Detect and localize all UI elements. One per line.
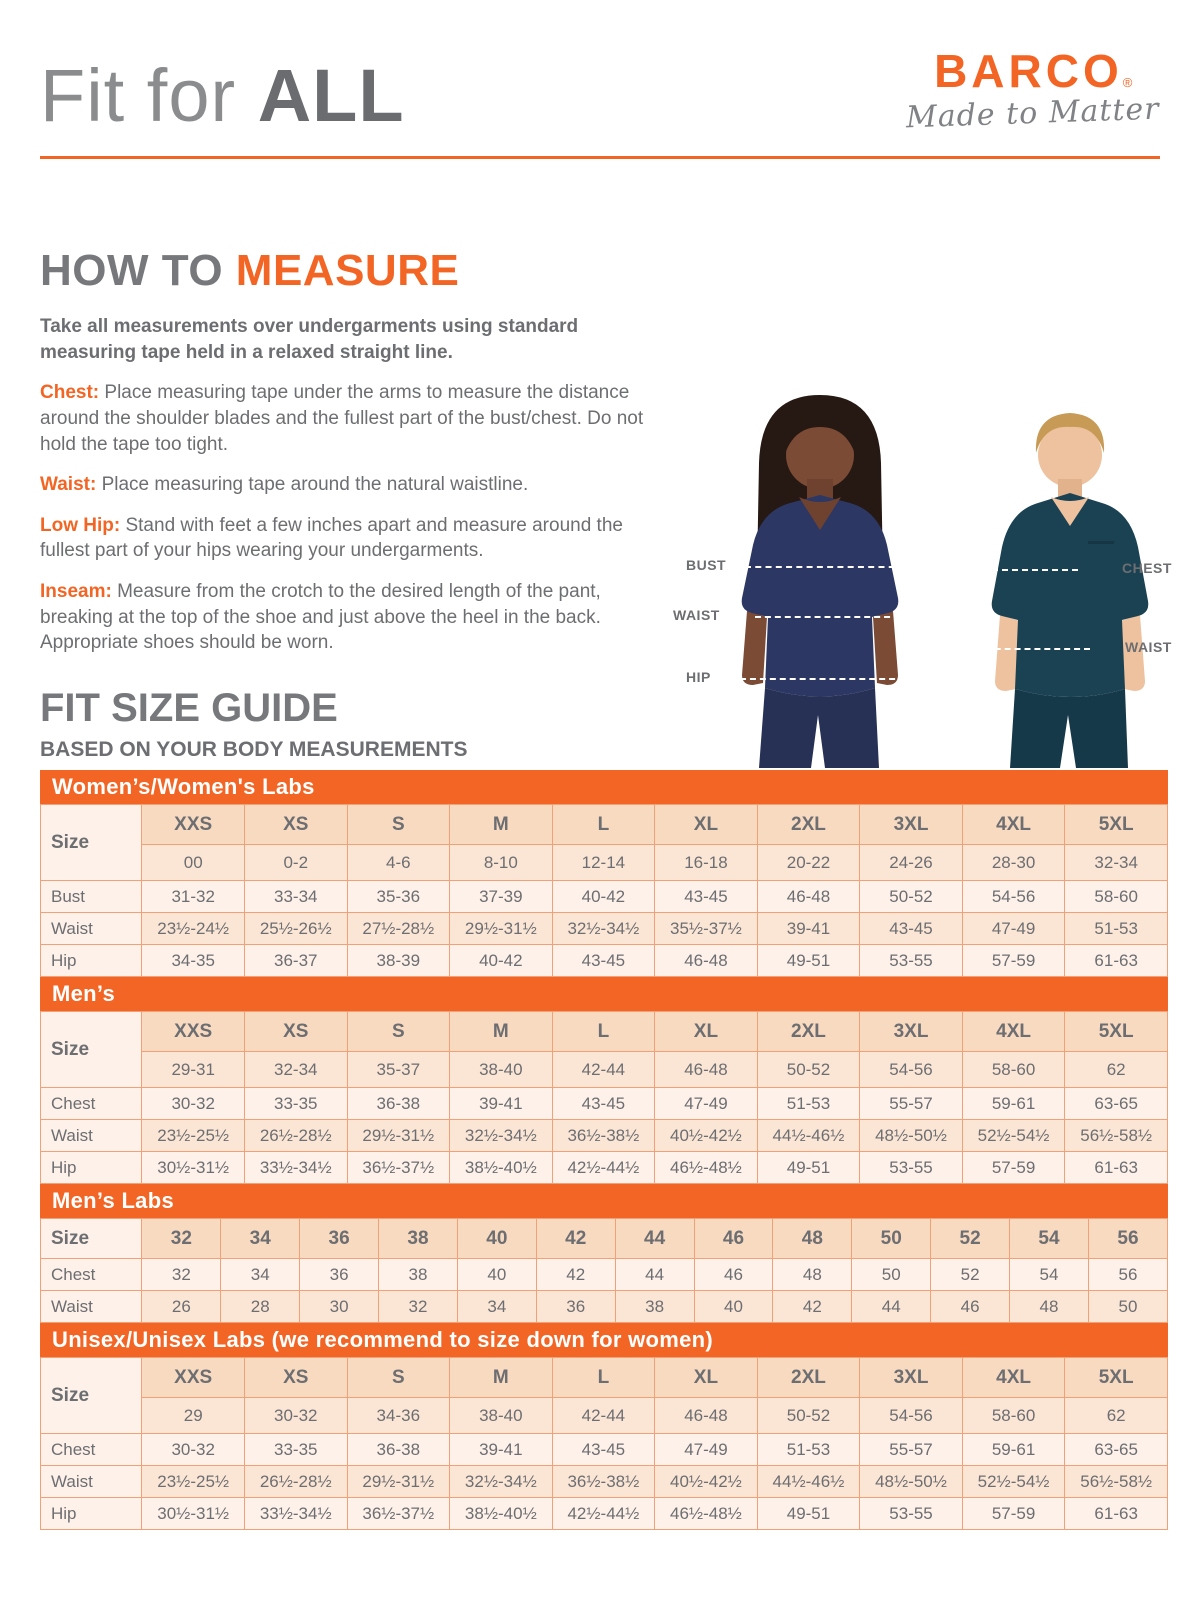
measure-item-chest bbox=[40, 380, 645, 457]
chest-measure-line bbox=[962, 569, 1078, 571]
measure-intro-text: Take all measurements over undergarments using standard measuring tape held in a relaxed straight line. bbox=[40, 316, 579, 363]
heading-orange-part: MEASURE bbox=[235, 246, 460, 295]
waist-label: Waist: bbox=[40, 474, 97, 496]
table-cell: 40-42 bbox=[450, 945, 553, 977]
size-range-row bbox=[41, 845, 1168, 881]
range-cell: 46-48 bbox=[655, 1398, 758, 1434]
table-row bbox=[41, 881, 1168, 913]
table-row bbox=[41, 1498, 1168, 1530]
table-cell: 43-45 bbox=[552, 1434, 655, 1466]
table-cell: 32½-34½ bbox=[450, 1466, 553, 1498]
range-cell: 38-40 bbox=[450, 1052, 553, 1088]
table-cell: 56½-58½ bbox=[1065, 1466, 1168, 1498]
table-cell: 61-63 bbox=[1065, 1152, 1168, 1184]
size-cell: 3XL bbox=[860, 1358, 963, 1398]
table-section-banner: Men’s bbox=[40, 977, 1168, 1011]
table-cell: 32½-34½ bbox=[552, 913, 655, 945]
table-cell: 63-65 bbox=[1065, 1434, 1168, 1466]
range-cell: 58-60 bbox=[962, 1052, 1065, 1088]
size-cell: 5XL bbox=[1065, 805, 1168, 845]
size-cell: 56 bbox=[1088, 1219, 1167, 1259]
table-cell: 58-60 bbox=[1065, 881, 1168, 913]
unisex-size-table bbox=[40, 1323, 1168, 1530]
size-cell: 40 bbox=[457, 1219, 536, 1259]
table-cell: 30½-31½ bbox=[142, 1498, 245, 1530]
table-cell: 29½-31½ bbox=[347, 1466, 450, 1498]
size-cell: 48 bbox=[773, 1219, 852, 1259]
size-cell: 2XL bbox=[757, 805, 860, 845]
inseam-label: Inseam: bbox=[40, 581, 112, 603]
size-cell: XL bbox=[655, 1358, 758, 1398]
table-cell: 56 bbox=[1088, 1259, 1167, 1291]
table-cell: 57-59 bbox=[962, 945, 1065, 977]
size-cell: M bbox=[450, 1012, 553, 1052]
table-row bbox=[41, 1259, 1168, 1291]
measure-item-inseam bbox=[40, 579, 645, 656]
size-cell: XL bbox=[655, 1012, 758, 1052]
fit-size-guide-heading: FIT SIZE GUIDE bbox=[40, 686, 338, 730]
size-tables bbox=[40, 770, 1168, 1530]
range-cell: 0-2 bbox=[244, 845, 347, 881]
brand-name bbox=[906, 45, 1160, 97]
table-cell: 43-45 bbox=[552, 1088, 655, 1120]
size-cell: XXS bbox=[142, 1358, 245, 1398]
range-cell: 20-22 bbox=[757, 845, 860, 881]
table-cell: 48½-50½ bbox=[860, 1120, 963, 1152]
inseam-text: Measure from the crotch to the desired length of the pant, breaking at the top of the shoe and just above the heel in the back. Appropriate shoes should be worn. bbox=[40, 581, 601, 654]
table-cell: 34-35 bbox=[142, 945, 245, 977]
table-cell: 49-51 bbox=[757, 1498, 860, 1530]
size-cell: 32 bbox=[142, 1219, 221, 1259]
table-body bbox=[41, 805, 1168, 977]
table-cell: 36-38 bbox=[347, 1088, 450, 1120]
table-row bbox=[41, 913, 1168, 945]
table-cell: 50 bbox=[1088, 1291, 1167, 1323]
range-cell: 32-34 bbox=[1065, 845, 1168, 881]
table-cell: 33½-34½ bbox=[244, 1498, 347, 1530]
table-cell: 36-37 bbox=[244, 945, 347, 977]
size-cell: XXS bbox=[142, 805, 245, 845]
heading-gray-part: HOW TO bbox=[40, 246, 236, 295]
table-cell: 61-63 bbox=[1065, 1498, 1168, 1530]
table-cell: 30 bbox=[300, 1291, 379, 1323]
table-section-banner: Unisex/Unisex Labs (we recommend to size down for women) bbox=[40, 1323, 1168, 1357]
table-cell: 47-49 bbox=[655, 1434, 758, 1466]
table-cell: 48 bbox=[1010, 1291, 1089, 1323]
table-cell: 46½-48½ bbox=[655, 1498, 758, 1530]
range-cell: 50-52 bbox=[757, 1052, 860, 1088]
table-cell: 40 bbox=[694, 1291, 773, 1323]
table-cell: 42½-44½ bbox=[552, 1498, 655, 1530]
size-cell: XS bbox=[244, 1012, 347, 1052]
row-label: Chest bbox=[41, 1088, 142, 1120]
brand-tagline: Made to Matter bbox=[905, 91, 1161, 136]
fit-size-guide-subheading: BASED ON YOUR BODY MEASUREMENTS bbox=[40, 738, 468, 761]
table-cell: 48½-50½ bbox=[860, 1466, 963, 1498]
low-hip-text: Stand with feet a few inches apart and measure around the fullest part of your hips wearing your undergarments. bbox=[40, 514, 623, 562]
table-cell: 34 bbox=[221, 1259, 300, 1291]
size-cell: 5XL bbox=[1065, 1012, 1168, 1052]
table-row bbox=[41, 1120, 1168, 1152]
table-cell: 53-55 bbox=[860, 1152, 963, 1184]
table-cell: 38½-40½ bbox=[450, 1498, 553, 1530]
table-row bbox=[41, 1434, 1168, 1466]
table-cell: 46½-48½ bbox=[655, 1152, 758, 1184]
size-cell: 44 bbox=[615, 1219, 694, 1259]
size-cell: 2XL bbox=[757, 1012, 860, 1052]
table-cell: 49-51 bbox=[757, 1152, 860, 1184]
table-cell: 33-34 bbox=[244, 881, 347, 913]
size-cell: XS bbox=[244, 805, 347, 845]
table-cell: 51-53 bbox=[1065, 913, 1168, 945]
table-cell: 44 bbox=[615, 1259, 694, 1291]
size-header-label: Size bbox=[41, 1219, 142, 1259]
table-cell: 47-49 bbox=[962, 913, 1065, 945]
bust-measure-line bbox=[745, 566, 905, 568]
range-cell: 34-36 bbox=[347, 1398, 450, 1434]
table-cell: 57-59 bbox=[962, 1152, 1065, 1184]
page-title-bold: ALL bbox=[257, 54, 405, 137]
row-label: Waist bbox=[41, 1120, 142, 1152]
table-body bbox=[41, 1219, 1168, 1323]
female-model-illustration bbox=[695, 383, 945, 768]
table-cell: 28 bbox=[221, 1291, 300, 1323]
table-cell: 32 bbox=[142, 1259, 221, 1291]
waist-text: Place measuring tape around the natural waistline. bbox=[96, 474, 529, 496]
brand-logo bbox=[905, 45, 1161, 136]
table-cell: 59-61 bbox=[962, 1088, 1065, 1120]
range-cell: 32-34 bbox=[244, 1052, 347, 1088]
page-title bbox=[40, 54, 405, 137]
table-cell: 36 bbox=[536, 1291, 615, 1323]
size-cell: XL bbox=[655, 805, 758, 845]
table-cell: 26 bbox=[142, 1291, 221, 1323]
bust-measure-label: BUST bbox=[686, 557, 727, 573]
size-range-row bbox=[41, 1398, 1168, 1434]
range-cell: 16-18 bbox=[655, 845, 758, 881]
size-cell: 42 bbox=[536, 1219, 615, 1259]
range-cell: 00 bbox=[142, 845, 245, 881]
size-cell: 3XL bbox=[860, 1012, 963, 1052]
measure-item-lowhip bbox=[40, 513, 645, 564]
range-cell: 42-44 bbox=[552, 1052, 655, 1088]
range-cell: 29-31 bbox=[142, 1052, 245, 1088]
size-cell: 54 bbox=[1010, 1219, 1089, 1259]
table-cell: 56½-58½ bbox=[1065, 1120, 1168, 1152]
size-table bbox=[40, 1011, 1168, 1184]
table-cell: 53-55 bbox=[860, 1498, 963, 1530]
mens-labs-size-table bbox=[40, 1184, 1168, 1323]
range-cell: 62 bbox=[1065, 1052, 1168, 1088]
table-cell: 61-63 bbox=[1065, 945, 1168, 977]
table-cell: 33-35 bbox=[244, 1434, 347, 1466]
table-cell: 50 bbox=[852, 1259, 931, 1291]
range-cell: 4-6 bbox=[347, 845, 450, 881]
size-cell: S bbox=[347, 1012, 450, 1052]
table-cell: 57-59 bbox=[962, 1498, 1065, 1530]
table-section-banner: Women’s/Women's Labs bbox=[40, 770, 1168, 804]
range-cell: 24-26 bbox=[860, 845, 963, 881]
size-cell: 2XL bbox=[757, 1358, 860, 1398]
brand-wordmark: BARCO bbox=[934, 45, 1123, 97]
table-cell: 43-45 bbox=[655, 881, 758, 913]
table-cell: 47-49 bbox=[655, 1088, 758, 1120]
range-cell: 42-44 bbox=[552, 1398, 655, 1434]
chest-text: Place measuring tape under the arms to measure the distance around the shoulder blades and the fullest part of the bust/chest. Do not hold the tape too tight. bbox=[40, 382, 644, 455]
table-cell: 30-32 bbox=[142, 1088, 245, 1120]
size-header-row bbox=[41, 1012, 1168, 1052]
row-label: Waist bbox=[41, 1466, 142, 1498]
table-cell: 44 bbox=[852, 1291, 931, 1323]
table-cell: 36-38 bbox=[347, 1434, 450, 1466]
table-cell: 52½-54½ bbox=[962, 1120, 1065, 1152]
table-cell: 33-35 bbox=[244, 1088, 347, 1120]
size-cell: 46 bbox=[694, 1219, 773, 1259]
size-header-row bbox=[41, 1358, 1168, 1398]
range-cell: 46-48 bbox=[655, 1052, 758, 1088]
table-cell: 29½-31½ bbox=[450, 913, 553, 945]
table-cell: 25½-26½ bbox=[244, 913, 347, 945]
how-to-measure-section bbox=[40, 246, 645, 656]
table-cell: 27½-28½ bbox=[347, 913, 450, 945]
size-cell: 4XL bbox=[962, 805, 1065, 845]
waist-left-measure-line bbox=[755, 616, 900, 618]
row-label: Hip bbox=[41, 945, 142, 977]
table-cell: 37-39 bbox=[450, 881, 553, 913]
table-cell: 36½-37½ bbox=[347, 1498, 450, 1530]
table-cell: 38 bbox=[615, 1291, 694, 1323]
table-cell: 54 bbox=[1010, 1259, 1089, 1291]
table-cell: 40 bbox=[457, 1259, 536, 1291]
table-cell: 63-65 bbox=[1065, 1088, 1168, 1120]
size-table bbox=[40, 1357, 1168, 1530]
size-cell: 50 bbox=[852, 1219, 931, 1259]
table-cell: 55-57 bbox=[860, 1088, 963, 1120]
size-cell: 4XL bbox=[962, 1012, 1065, 1052]
waist-left-measure-label: WAIST bbox=[673, 607, 720, 623]
size-header-row bbox=[41, 1219, 1168, 1259]
size-cell: S bbox=[347, 1358, 450, 1398]
size-cell: 4XL bbox=[962, 1358, 1065, 1398]
size-table bbox=[40, 1218, 1168, 1323]
table-cell: 26½-28½ bbox=[244, 1120, 347, 1152]
size-cell: L bbox=[552, 805, 655, 845]
range-cell: 62 bbox=[1065, 1398, 1168, 1434]
waist-right-measure-line bbox=[965, 648, 1090, 650]
table-cell: 50-52 bbox=[860, 881, 963, 913]
range-cell: 54-56 bbox=[860, 1052, 963, 1088]
table-cell: 36½-37½ bbox=[347, 1152, 450, 1184]
size-cell: L bbox=[552, 1358, 655, 1398]
how-to-measure-heading bbox=[40, 246, 645, 296]
size-cell: 34 bbox=[221, 1219, 300, 1259]
size-header-label: Size bbox=[41, 805, 142, 881]
size-header-label: Size bbox=[41, 1012, 142, 1088]
size-table bbox=[40, 804, 1168, 977]
table-cell: 36 bbox=[300, 1259, 379, 1291]
table-body bbox=[41, 1358, 1168, 1530]
chest-label: Chest: bbox=[40, 382, 100, 404]
hip-measure-line bbox=[740, 678, 915, 680]
range-cell: 50-52 bbox=[757, 1398, 860, 1434]
table-cell: 23½-25½ bbox=[142, 1466, 245, 1498]
table-cell: 35½-37½ bbox=[655, 913, 758, 945]
row-label: Waist bbox=[41, 913, 142, 945]
table-cell: 30½-31½ bbox=[142, 1152, 245, 1184]
table-row bbox=[41, 1466, 1168, 1498]
table-cell: 23½-24½ bbox=[142, 913, 245, 945]
range-cell: 38-40 bbox=[450, 1398, 553, 1434]
table-cell: 38 bbox=[379, 1259, 458, 1291]
mens-size-table bbox=[40, 977, 1168, 1184]
table-cell: 42 bbox=[773, 1291, 852, 1323]
table-cell: 32½-34½ bbox=[450, 1120, 553, 1152]
range-cell: 58-60 bbox=[962, 1398, 1065, 1434]
size-cell: M bbox=[450, 1358, 553, 1398]
table-cell: 33½-34½ bbox=[244, 1152, 347, 1184]
table-cell: 46 bbox=[694, 1259, 773, 1291]
waist-right-measure-label: WAIST bbox=[1125, 639, 1172, 655]
table-row bbox=[41, 1088, 1168, 1120]
table-body bbox=[41, 1012, 1168, 1184]
range-cell: 8-10 bbox=[450, 845, 553, 881]
table-cell: 39-41 bbox=[450, 1088, 553, 1120]
table-cell: 49-51 bbox=[757, 945, 860, 977]
table-cell: 46-48 bbox=[757, 881, 860, 913]
range-cell: 30-32 bbox=[244, 1398, 347, 1434]
table-cell: 29½-31½ bbox=[347, 1120, 450, 1152]
size-cell: 52 bbox=[931, 1219, 1010, 1259]
table-cell: 30-32 bbox=[142, 1434, 245, 1466]
table-cell: 40½-42½ bbox=[655, 1120, 758, 1152]
table-cell: 51-53 bbox=[757, 1434, 860, 1466]
header-divider bbox=[40, 156, 1160, 159]
table-cell: 44½-46½ bbox=[757, 1120, 860, 1152]
size-header-label: Size bbox=[41, 1358, 142, 1434]
size-cell: 38 bbox=[379, 1219, 458, 1259]
table-cell: 42 bbox=[536, 1259, 615, 1291]
table-cell: 23½-25½ bbox=[142, 1120, 245, 1152]
table-cell: 32 bbox=[379, 1291, 458, 1323]
hip-measure-label: HIP bbox=[686, 669, 711, 685]
row-label: Waist bbox=[41, 1291, 142, 1323]
range-cell: 29 bbox=[142, 1398, 245, 1434]
range-cell: 12-14 bbox=[552, 845, 655, 881]
table-cell: 53-55 bbox=[860, 945, 963, 977]
row-label: Bust bbox=[41, 881, 142, 913]
table-cell: 48 bbox=[773, 1259, 852, 1291]
table-section-banner: Men’s Labs bbox=[40, 1184, 1168, 1218]
table-cell: 39-41 bbox=[450, 1434, 553, 1466]
size-cell: XXS bbox=[142, 1012, 245, 1052]
table-cell: 38½-40½ bbox=[450, 1152, 553, 1184]
table-cell: 46-48 bbox=[655, 945, 758, 977]
table-cell: 36½-38½ bbox=[552, 1120, 655, 1152]
table-cell: 34 bbox=[457, 1291, 536, 1323]
table-cell: 44½-46½ bbox=[757, 1466, 860, 1498]
table-cell: 35-36 bbox=[347, 881, 450, 913]
table-cell: 52 bbox=[931, 1259, 1010, 1291]
table-cell: 59-61 bbox=[962, 1434, 1065, 1466]
table-cell: 42½-44½ bbox=[552, 1152, 655, 1184]
table-cell: 43-45 bbox=[552, 945, 655, 977]
row-label: Hip bbox=[41, 1498, 142, 1530]
size-cell: XS bbox=[244, 1358, 347, 1398]
chest-measure-label: CHEST bbox=[1122, 560, 1172, 576]
measure-item-waist bbox=[40, 472, 645, 498]
models-photo bbox=[655, 383, 1200, 768]
womens-size-table bbox=[40, 770, 1168, 977]
table-cell: 36½-38½ bbox=[552, 1466, 655, 1498]
range-cell: 28-30 bbox=[962, 845, 1065, 881]
size-header-row bbox=[41, 805, 1168, 845]
size-cell: S bbox=[347, 805, 450, 845]
table-cell: 46 bbox=[931, 1291, 1010, 1323]
table-cell: 31-32 bbox=[142, 881, 245, 913]
size-cell: 3XL bbox=[860, 805, 963, 845]
table-cell: 39-41 bbox=[757, 913, 860, 945]
table-cell: 55-57 bbox=[860, 1434, 963, 1466]
table-row bbox=[41, 1152, 1168, 1184]
row-label: Chest bbox=[41, 1259, 142, 1291]
table-cell: 26½-28½ bbox=[244, 1466, 347, 1498]
size-cell: M bbox=[450, 805, 553, 845]
row-label: Chest bbox=[41, 1434, 142, 1466]
table-row bbox=[41, 1291, 1168, 1323]
size-cell: L bbox=[552, 1012, 655, 1052]
table-cell: 51-53 bbox=[757, 1088, 860, 1120]
table-cell: 40½-42½ bbox=[655, 1466, 758, 1498]
range-cell: 35-37 bbox=[347, 1052, 450, 1088]
range-cell: 54-56 bbox=[860, 1398, 963, 1434]
size-cell: 5XL bbox=[1065, 1358, 1168, 1398]
low-hip-label: Low Hip: bbox=[40, 514, 121, 536]
table-row bbox=[41, 945, 1168, 977]
registered-trademark-icon: ® bbox=[1122, 75, 1133, 90]
table-cell: 43-45 bbox=[860, 913, 963, 945]
page-title-regular: Fit for bbox=[40, 54, 258, 137]
table-cell: 52½-54½ bbox=[962, 1466, 1065, 1498]
size-range-row bbox=[41, 1052, 1168, 1088]
size-cell: 36 bbox=[300, 1219, 379, 1259]
row-label: Hip bbox=[41, 1152, 142, 1184]
male-model-illustration bbox=[950, 391, 1200, 768]
table-cell: 40-42 bbox=[552, 881, 655, 913]
page-header bbox=[40, 45, 1161, 137]
table-cell: 38-39 bbox=[347, 945, 450, 977]
table-cell: 54-56 bbox=[962, 881, 1065, 913]
